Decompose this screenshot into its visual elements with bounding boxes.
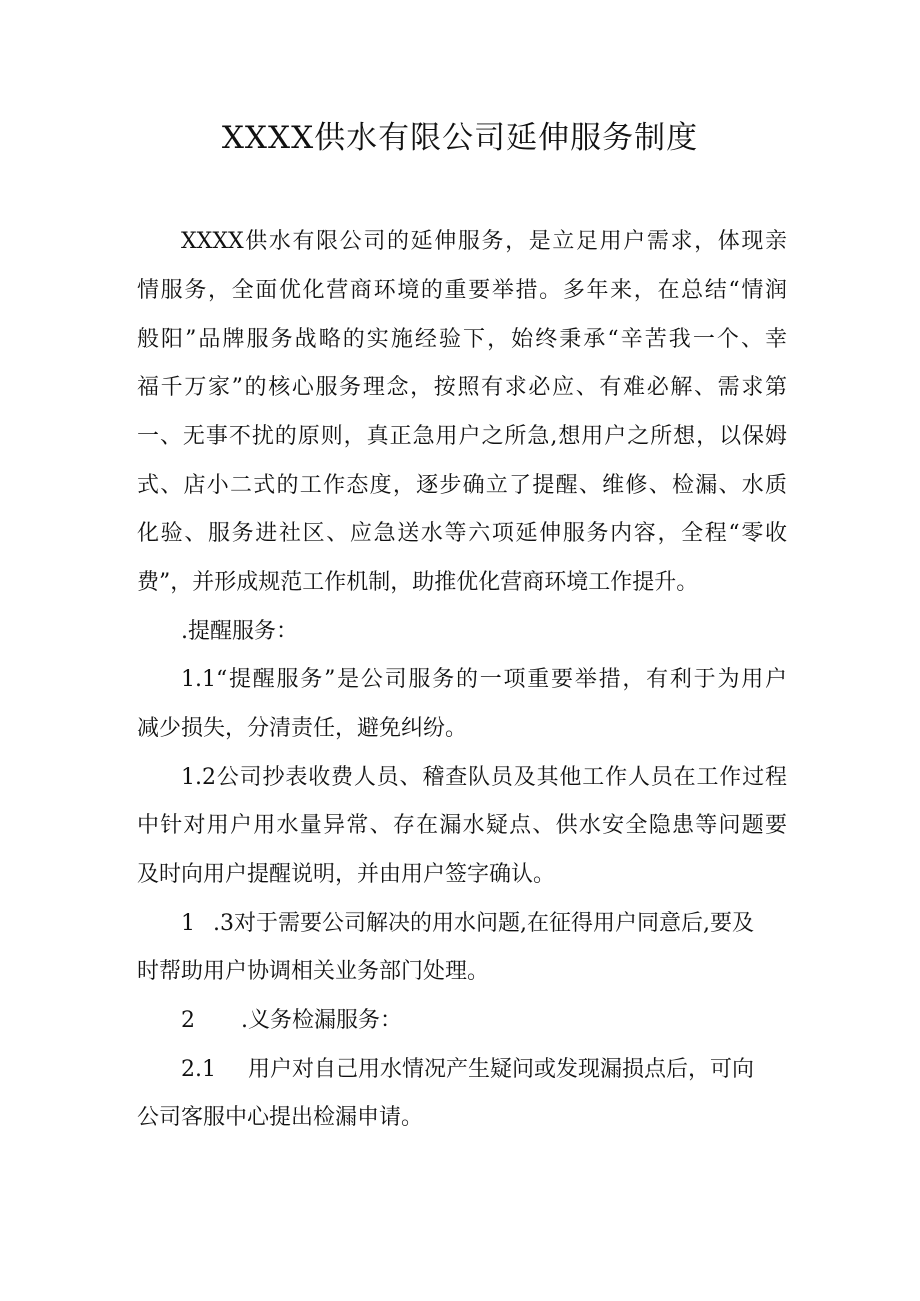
item-1-3-line-2: 时帮助用户协调相关业务部门处理。 [137, 959, 490, 984]
intro-line-7: 化验、服务进社区、应急送水等六项延伸服务内容，全程“零收 [137, 521, 787, 546]
intro-line-3: 般阳”品牌服务战略的实施经验下，始终秉承“辛苦我一个、幸 [137, 327, 787, 352]
item-2-1-line-1-text: 用户对自己用水情况产生疑问或发现漏损点后，可向 [248, 1057, 755, 1082]
document-title: XXXX供水有限公司延伸服务制度 [221, 120, 699, 156]
item-1-2-line-1: 1.2公司抄表收费人员、稽查队员及其他工作人员在工作过程 [181, 765, 787, 790]
item-1-3-line-1-text: .3对于需要公司解决的用水问题,在征得用户同意后,要及 [213, 911, 754, 936]
intro-line-8: 费”，并形成规范工作机制，助推优化营商环境工作提升。 [137, 570, 699, 595]
item-2-1-number: 2.1 [181, 1057, 216, 1082]
intro-line-1: XXXX供水有限公司的延伸服务，是立足用户需求，体现亲 [181, 229, 787, 254]
item-1-1-line-1: 1.1“提醒服务”是公司服务的一项重要举措，有利于为用户 [181, 667, 787, 692]
item-2-1-line-1 [181, 1054, 787, 1086]
intro-line-6: 式、店小二式的工作态度，逐步确立了提醒、维修、检漏、水质 [137, 473, 787, 498]
intro-line-5: 一、无事不扰的原则，真正急用户之所急,想用户之所想，以保姆 [137, 424, 787, 449]
item-1-3-line-1 [181, 908, 787, 940]
item-2-1-line-2: 公司客服中心提出检漏申请。 [137, 1105, 424, 1130]
section-2-number: 2 [181, 1008, 195, 1033]
intro-line-4: 福千万家”的核心服务理念，按照有求必应、有难必解、需求第 [137, 375, 787, 400]
intro-line-2: 情服务，全面优化营商环境的重要举措。多年来，在总结“情润 [137, 278, 787, 303]
item-1-1-line-2: 减少损失，分清责任，避免纠纷。 [137, 716, 468, 741]
item-1-2-line-3: 及时向用户提醒说明，并由用户签字确认。 [137, 862, 556, 887]
item-1-2-line-2: 中针对用户用水量异常、存在漏水疑点、供水安全隐患等问题要 [137, 813, 787, 838]
section-1-heading: .提醒服务： [181, 619, 298, 644]
item-1-3-number: 1 [181, 911, 195, 936]
section-2-title: .义务检漏服务： [241, 1008, 402, 1033]
section-2-heading [181, 1005, 402, 1037]
